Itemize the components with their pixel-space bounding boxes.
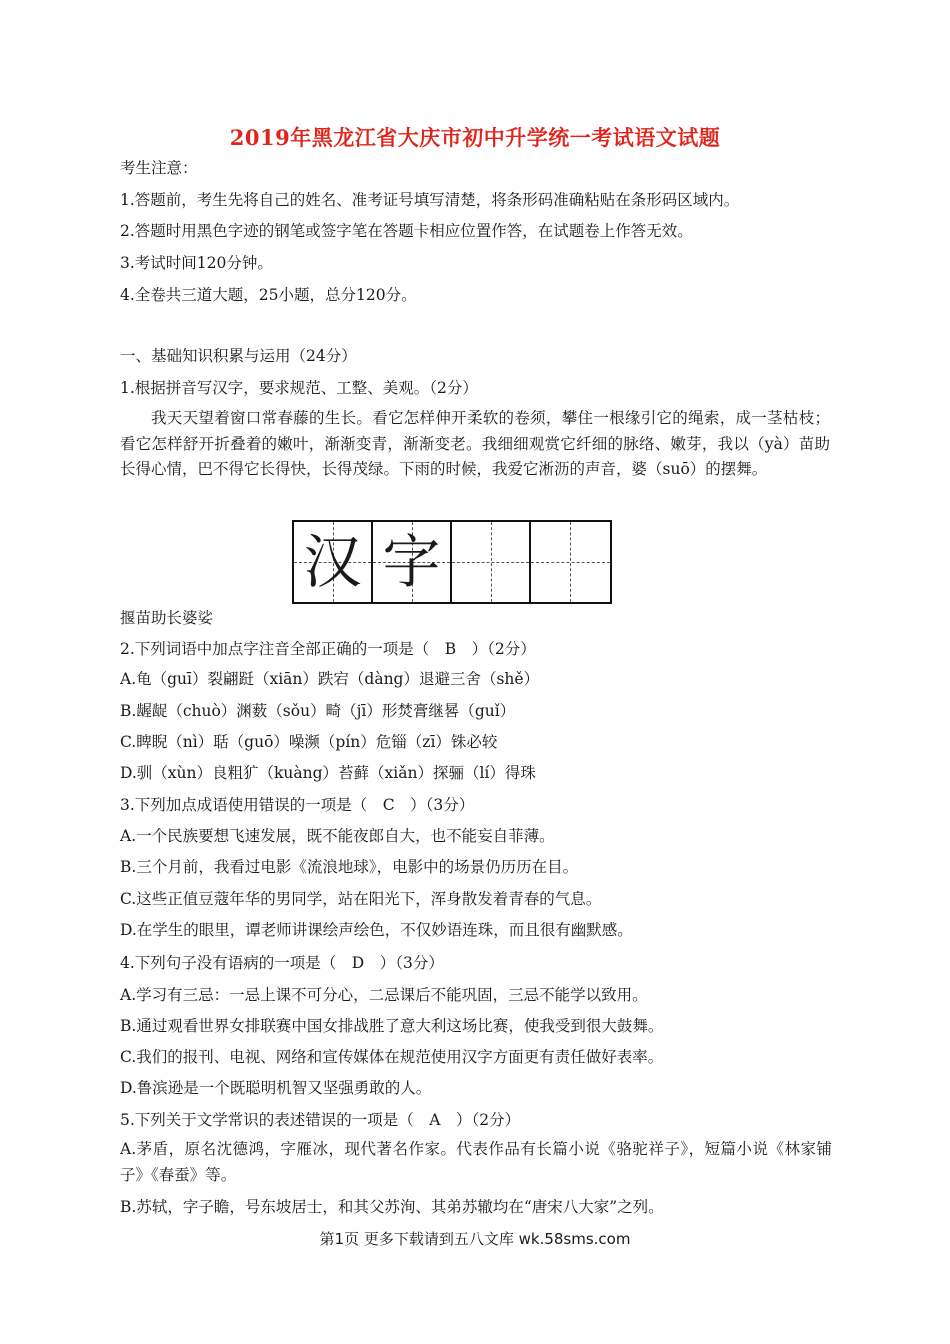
- question-2-option: A.龟（guī）裂翩跹（xiān）跌宕（dàng）退避三舍（shě）: [120, 670, 540, 688]
- question-2-option: B.龌龊（chuò）渊薮（sǒu）畸（jī）形焚膏继晷（guǐ）: [120, 702, 516, 720]
- question-4-option: A.学习有三忌：一忌上课不可分心，二忌课后不能巩固，三忌不能学以致用。: [120, 986, 648, 1004]
- question-4-option: B.通过观看世界女排联赛中国女排战胜了意大利这场比赛，使我受到很大鼓舞。: [120, 1017, 664, 1035]
- question-1-passage: 我天天望着窗口常春藤的生长。看它怎样伸开柔软的卷须，攀住一根缘引它的绳索，成一茎枯枝；看它怎样舒开折叠着的嫩叶，渐渐变青，渐渐变老。我细细观赏它纤细的脉络、嫩芽，我以（yà）苗助长得心情，巴不得它长得快，长得茂绿。下雨的时候，我爱它淅沥的声音，婆（suō）的摆舞。: [120, 409, 830, 478]
- grid-cell: [294, 522, 373, 602]
- grid-cell: [531, 522, 610, 602]
- tianzige-writing-grid: [292, 520, 612, 604]
- question-4-option: C.我们的报刊、电视、网络和宣传媒体在规范使用汉字方面更有责任做好表率。: [120, 1048, 664, 1066]
- grid-char: 汉: [303, 528, 362, 596]
- question-3-option: D.在学生的眼里，谭老师讲课绘声绘色，不仅妙语连珠，而且很有幽默感。: [120, 921, 633, 939]
- question-5-stem: 5.下列关于文学常识的表述错误的一项是（ A ）（2分）: [120, 1111, 521, 1129]
- notice-heading: 考生注意：: [120, 159, 198, 177]
- notice-item: 3.考试时间120分钟。: [120, 254, 273, 272]
- grid-char: 字: [382, 528, 441, 596]
- question-4-option: D.鲁滨逊是一个既聪明机智又坚强勇敢的人。: [120, 1079, 432, 1097]
- question-5-option: A.茅盾，原名沈德鸿，字雁冰，现代著名作家。代表作品有长篇小说《骆驼祥子》，短篇小说《林家铺子》《春蚕》等。: [120, 1140, 832, 1184]
- question-2-option: D.驯（xùn）良粗犷（kuàng）苔藓（xiǎn）探骊（lí）得珠: [120, 764, 536, 782]
- grid-cell: [452, 522, 531, 602]
- question-3-stem: 3.下列加点成语使用错误的一项是（ C ）（3分）: [120, 796, 475, 814]
- page-footer: 第1页 更多下载请到五八文库 wk.58sms.com: [319, 1230, 631, 1248]
- question-3-option: A.一个民族要想飞速发展，既不能夜郎自大，也不能妄自菲薄。: [120, 827, 555, 845]
- question-1-stem: 1.根据拼音写汉字，要求规范、工整、美观。（2分）: [120, 379, 478, 397]
- question-5-option: B.苏轼，字子瞻，号东坡居士，和其父苏洵、其弟苏辙均在“唐宋八大家”之列。: [120, 1198, 664, 1216]
- notice-item: 4.全卷共三道大题，25小题，总分120分。: [120, 286, 417, 304]
- notice-item: 1.答题前，考生先将自己的姓名、准考证号填写清楚，将条形码准确粘贴在条形码区域内。: [120, 191, 740, 209]
- page-title: 2019年黑龙江省大庆市初中升学统一考试语文试题: [229, 125, 721, 150]
- section-heading: 一、基础知识积累与运用（24分）: [120, 347, 357, 365]
- question-2-option: C.睥睨（nì）聒（guō）噪濒（pín）危锱（zī）铢必较: [120, 733, 498, 751]
- question-1-answer: 揠苗助长婆娑: [120, 609, 214, 627]
- question-3-option: C.这些正值豆蔻年华的男同学，站在阳光下，浑身散发着青春的气息。: [120, 890, 602, 908]
- question-4-stem: 4.下列句子没有语病的一项是（ D ）（3分）: [120, 954, 444, 972]
- question-3-option: B.三个月前，我看过电影《流浪地球》，电影中的场景仍历历在目。: [120, 858, 579, 876]
- grid-cell: [373, 522, 452, 602]
- question-2-stem: 2.下列词语中加点字注音全部正确的一项是（ B ）（2分）: [120, 640, 536, 658]
- notice-item: 2.答题时用黑色字迹的钢笔或签字笔在答题卡相应位置作答，在试题卷上作答无效。: [120, 222, 693, 240]
